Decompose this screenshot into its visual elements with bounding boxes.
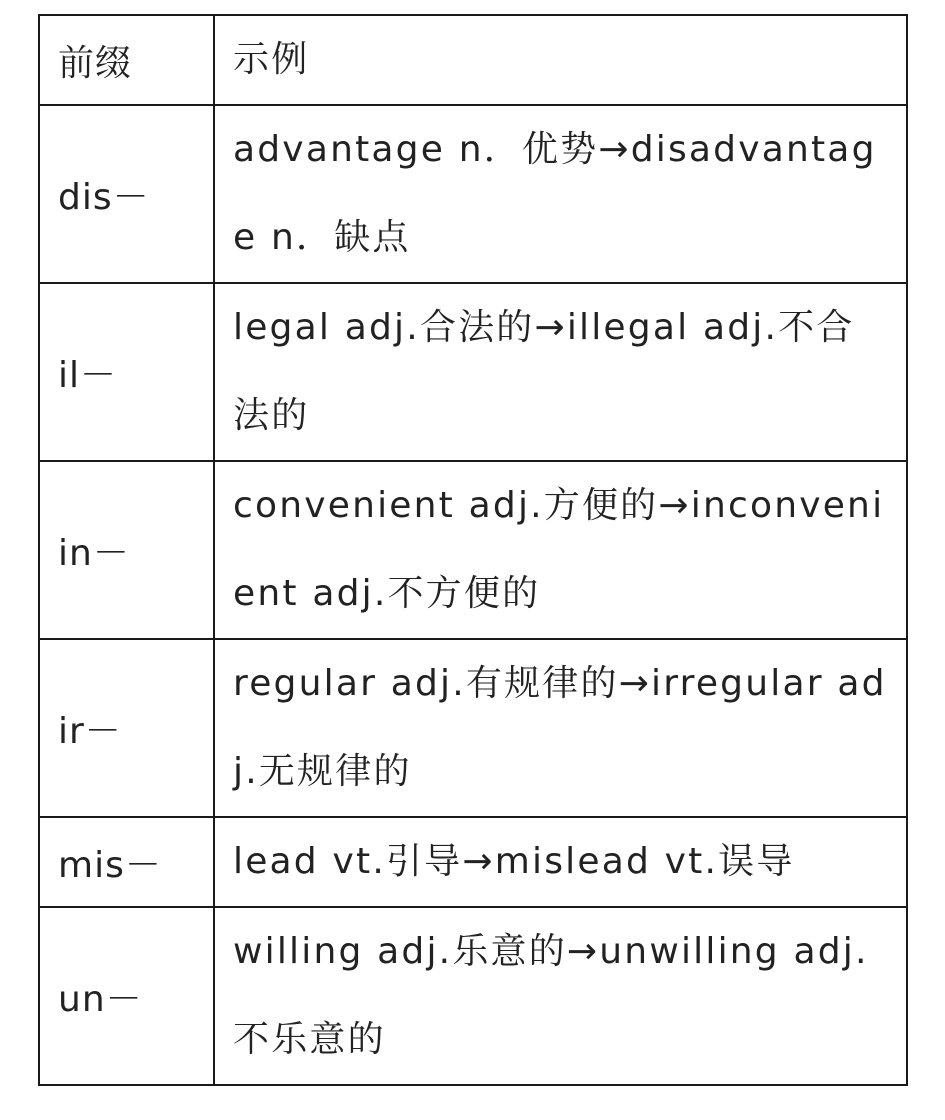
example-cell: advantage n．优势→disadvantage n．缺点 (214, 105, 907, 283)
table-row (39, 461, 907, 639)
prefix-cell: in－ (39, 461, 214, 639)
table-row (39, 639, 907, 817)
example-cell: convenient adj.方便的→inconvenient adj.不方便的 (214, 461, 907, 639)
table-row (39, 907, 907, 1085)
table-row (39, 283, 907, 461)
example-cell: lead vt.引导→mislead vt.误导 (214, 817, 907, 907)
prefix-cell: ir－ (39, 639, 214, 817)
prefix-cell: dis－ (39, 105, 214, 283)
example-cell: legal adj.合法的→illegal adj.不合法的 (214, 283, 907, 461)
prefix-cell: il－ (39, 283, 214, 461)
header-example: 示例 (214, 15, 907, 105)
prefix-cell: mis－ (39, 817, 214, 907)
table-row (39, 105, 907, 283)
prefix-table (38, 14, 908, 1086)
prefix-cell: un－ (39, 907, 214, 1085)
table-header-row (39, 15, 907, 105)
example-cell: regular adj.有规律的→irregular adj.无规律的 (214, 639, 907, 817)
header-prefix: 前缀 (39, 15, 214, 105)
example-cell: willing adj.乐意的→unwilling adj.不乐意的 (214, 907, 907, 1085)
table-row (39, 817, 907, 907)
